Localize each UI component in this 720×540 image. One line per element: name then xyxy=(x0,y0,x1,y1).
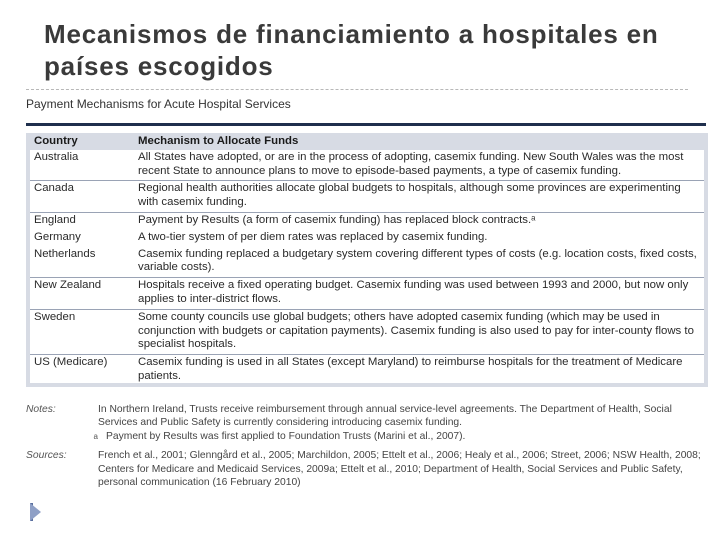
table-row xyxy=(30,230,704,247)
slide-title: Mecanismos de financiamiento a hospitales en países escogidos xyxy=(44,19,659,81)
table-row xyxy=(30,247,704,278)
note-row xyxy=(26,430,708,443)
row-country: US (Medicare) xyxy=(30,355,134,386)
table-header-row xyxy=(30,133,704,150)
sources-label: Sources: xyxy=(26,450,67,462)
table-notes xyxy=(26,403,708,489)
note-row xyxy=(26,403,708,430)
payment-table xyxy=(26,133,708,387)
table-top-rule xyxy=(26,123,706,126)
notes-label: Notes: xyxy=(26,404,56,415)
sources-row xyxy=(26,449,708,489)
row-country: Sweden xyxy=(30,309,134,354)
table-row xyxy=(30,355,704,386)
row-country: Netherlands xyxy=(34,247,96,260)
row-country: Germany xyxy=(34,230,81,243)
table-row xyxy=(30,278,704,310)
row-country: England xyxy=(30,212,134,229)
table-row xyxy=(30,212,704,229)
note-marker: a xyxy=(93,431,98,441)
row-mechanism: Some county councils use global budgets; others have adopted casemix funding (which may be used in conjunction with budgets or capitation payments). Casemix funding is also used to pay for inter-county flows to specialist hospitals. xyxy=(134,309,704,354)
row-country: Canada xyxy=(30,181,134,213)
table-row xyxy=(30,309,704,354)
row-mechanism: Hospitals receive a fixed operating budget. Casemix funding was used between 1993 and 2000, but now only applies to inter-district flows. xyxy=(134,278,704,310)
table-row xyxy=(30,150,704,181)
row-mechanism: Casemix funding is used in all States (except Maryland) to reimburse hospitals for the treatment of Medicare patients. xyxy=(134,355,704,386)
header-country: Country xyxy=(30,133,134,150)
sources-text: French et al., 2001; Glenngård et al., 2005; Marchildon, 2005; Ettelt et al., 2006; Healy et al., 2006; Street, 2006; NSW Health, 2008; Centers for Medicare and Medicaid Services, 2009a; Ettelt et al., 2010; Department of Health, Social Services and Public Safety, personal communication (16 February 2010) xyxy=(98,450,701,489)
row-country: Australia xyxy=(34,150,79,163)
note-text: In Northern Ireland, Trusts receive reimbursement through annual service-level agreements. The Department of Health, Social Services and Public Safety is currently considering introducing casemix funding. xyxy=(98,404,672,429)
row-mechanism: All States have adopted, or are in the process of adopting, casemix funding. New South Wales was the most recent State to announce plans to move to episode-based payments, a type of casemix funding. xyxy=(138,150,684,177)
header-mechanism: Mechanism to Allocate Funds xyxy=(134,133,704,150)
row-mechanism: Regional health authorities allocate global budgets to hospitals, although some provinces are experimenting with casemix funding. xyxy=(134,181,704,213)
row-mechanism: Payment by Results (a form of casemix funding) has replaced block contracts.ᵃ xyxy=(134,212,704,229)
table-row xyxy=(30,181,704,213)
title-divider xyxy=(26,89,688,90)
row-mechanism: Casemix funding replaced a budgetary system covering different types of costs (e.g. location costs, fixed costs, variable costs). xyxy=(138,247,697,274)
row-country: New Zealand xyxy=(30,278,134,310)
row-mechanism: A two-tier system of per diem rates was replaced by casemix funding. xyxy=(138,230,488,243)
note-text: Payment by Results was first applied to Foundation Trusts (Marini et al., 2007). xyxy=(106,430,466,442)
play-arrow-icon[interactable] xyxy=(30,503,41,521)
table-caption: Payment Mechanisms for Acute Hospital Services xyxy=(26,97,291,111)
